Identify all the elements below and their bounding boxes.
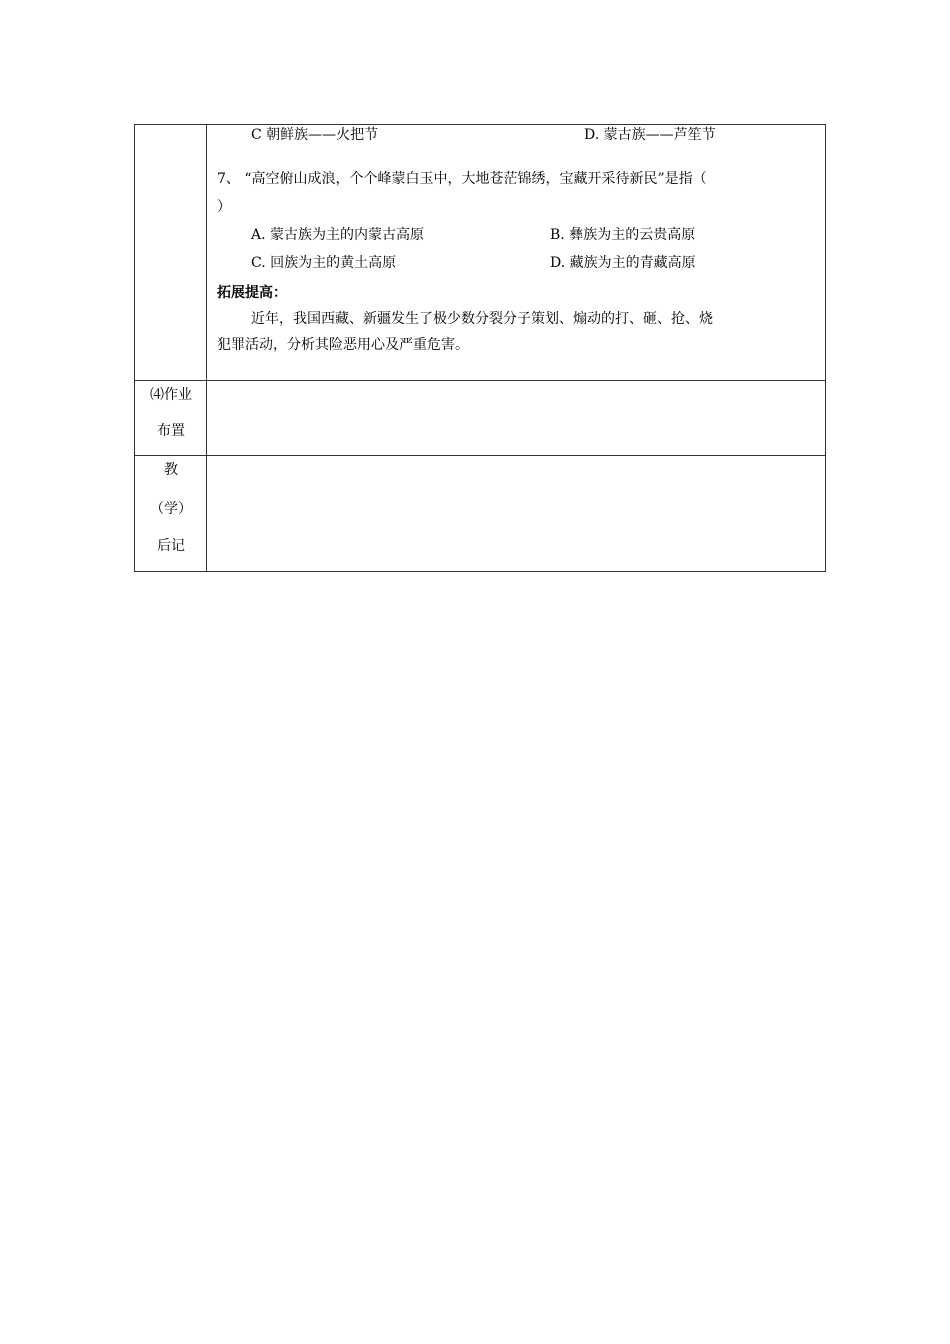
homework-label-cell [135,381,207,456]
lesson-plan-table [134,124,826,572]
extension-text-line1: 近年，我国西藏、新疆发生了极少数分裂分子策划、煽动的打、砸、抢、烧 [251,311,713,327]
reflection-content-cell[interactable] [207,456,826,572]
reflection-label-line2: （学） [150,501,192,517]
extension-heading: 拓展提高： [217,285,287,301]
q7-stem-line2: ） [217,199,231,215]
homework-row [135,381,826,456]
exercise-label-cell [135,125,207,381]
exercise-row [135,125,826,381]
q7-option-a: A. 蒙古族为主的内蒙古高原 [251,227,425,243]
homework-label-line1: ⑷作业 [150,387,192,403]
q6-option-d: D. 蒙古族——芦笙节 [584,127,716,143]
q7-option-d: D. 藏族为主的青藏高原 [550,255,696,271]
exercise-content-cell [207,125,826,381]
homework-label-line2: 布置 [157,423,185,439]
q7-stem-line1: 7、 “高空俯山成浪，个个峰蒙白玉中，大地苍茫锦绣，宝藏开采待新民”是指（ [217,171,707,187]
reflection-label-cell [135,456,207,572]
q7-option-c: C. 回族为主的黄土高原 [251,255,397,271]
reflection-row [135,456,826,572]
reflection-label-line1: 教 [164,462,178,478]
q7-option-b: B. 彝族为主的云贵高原 [550,227,696,243]
extension-text-line2: 犯罪活动，分析其险恶用心及严重危害。 [217,337,469,353]
reflection-label-line3: 后记 [157,538,185,554]
homework-content-cell[interactable] [207,381,826,456]
q6-option-c: C 朝鲜族——火把节 [251,127,379,143]
